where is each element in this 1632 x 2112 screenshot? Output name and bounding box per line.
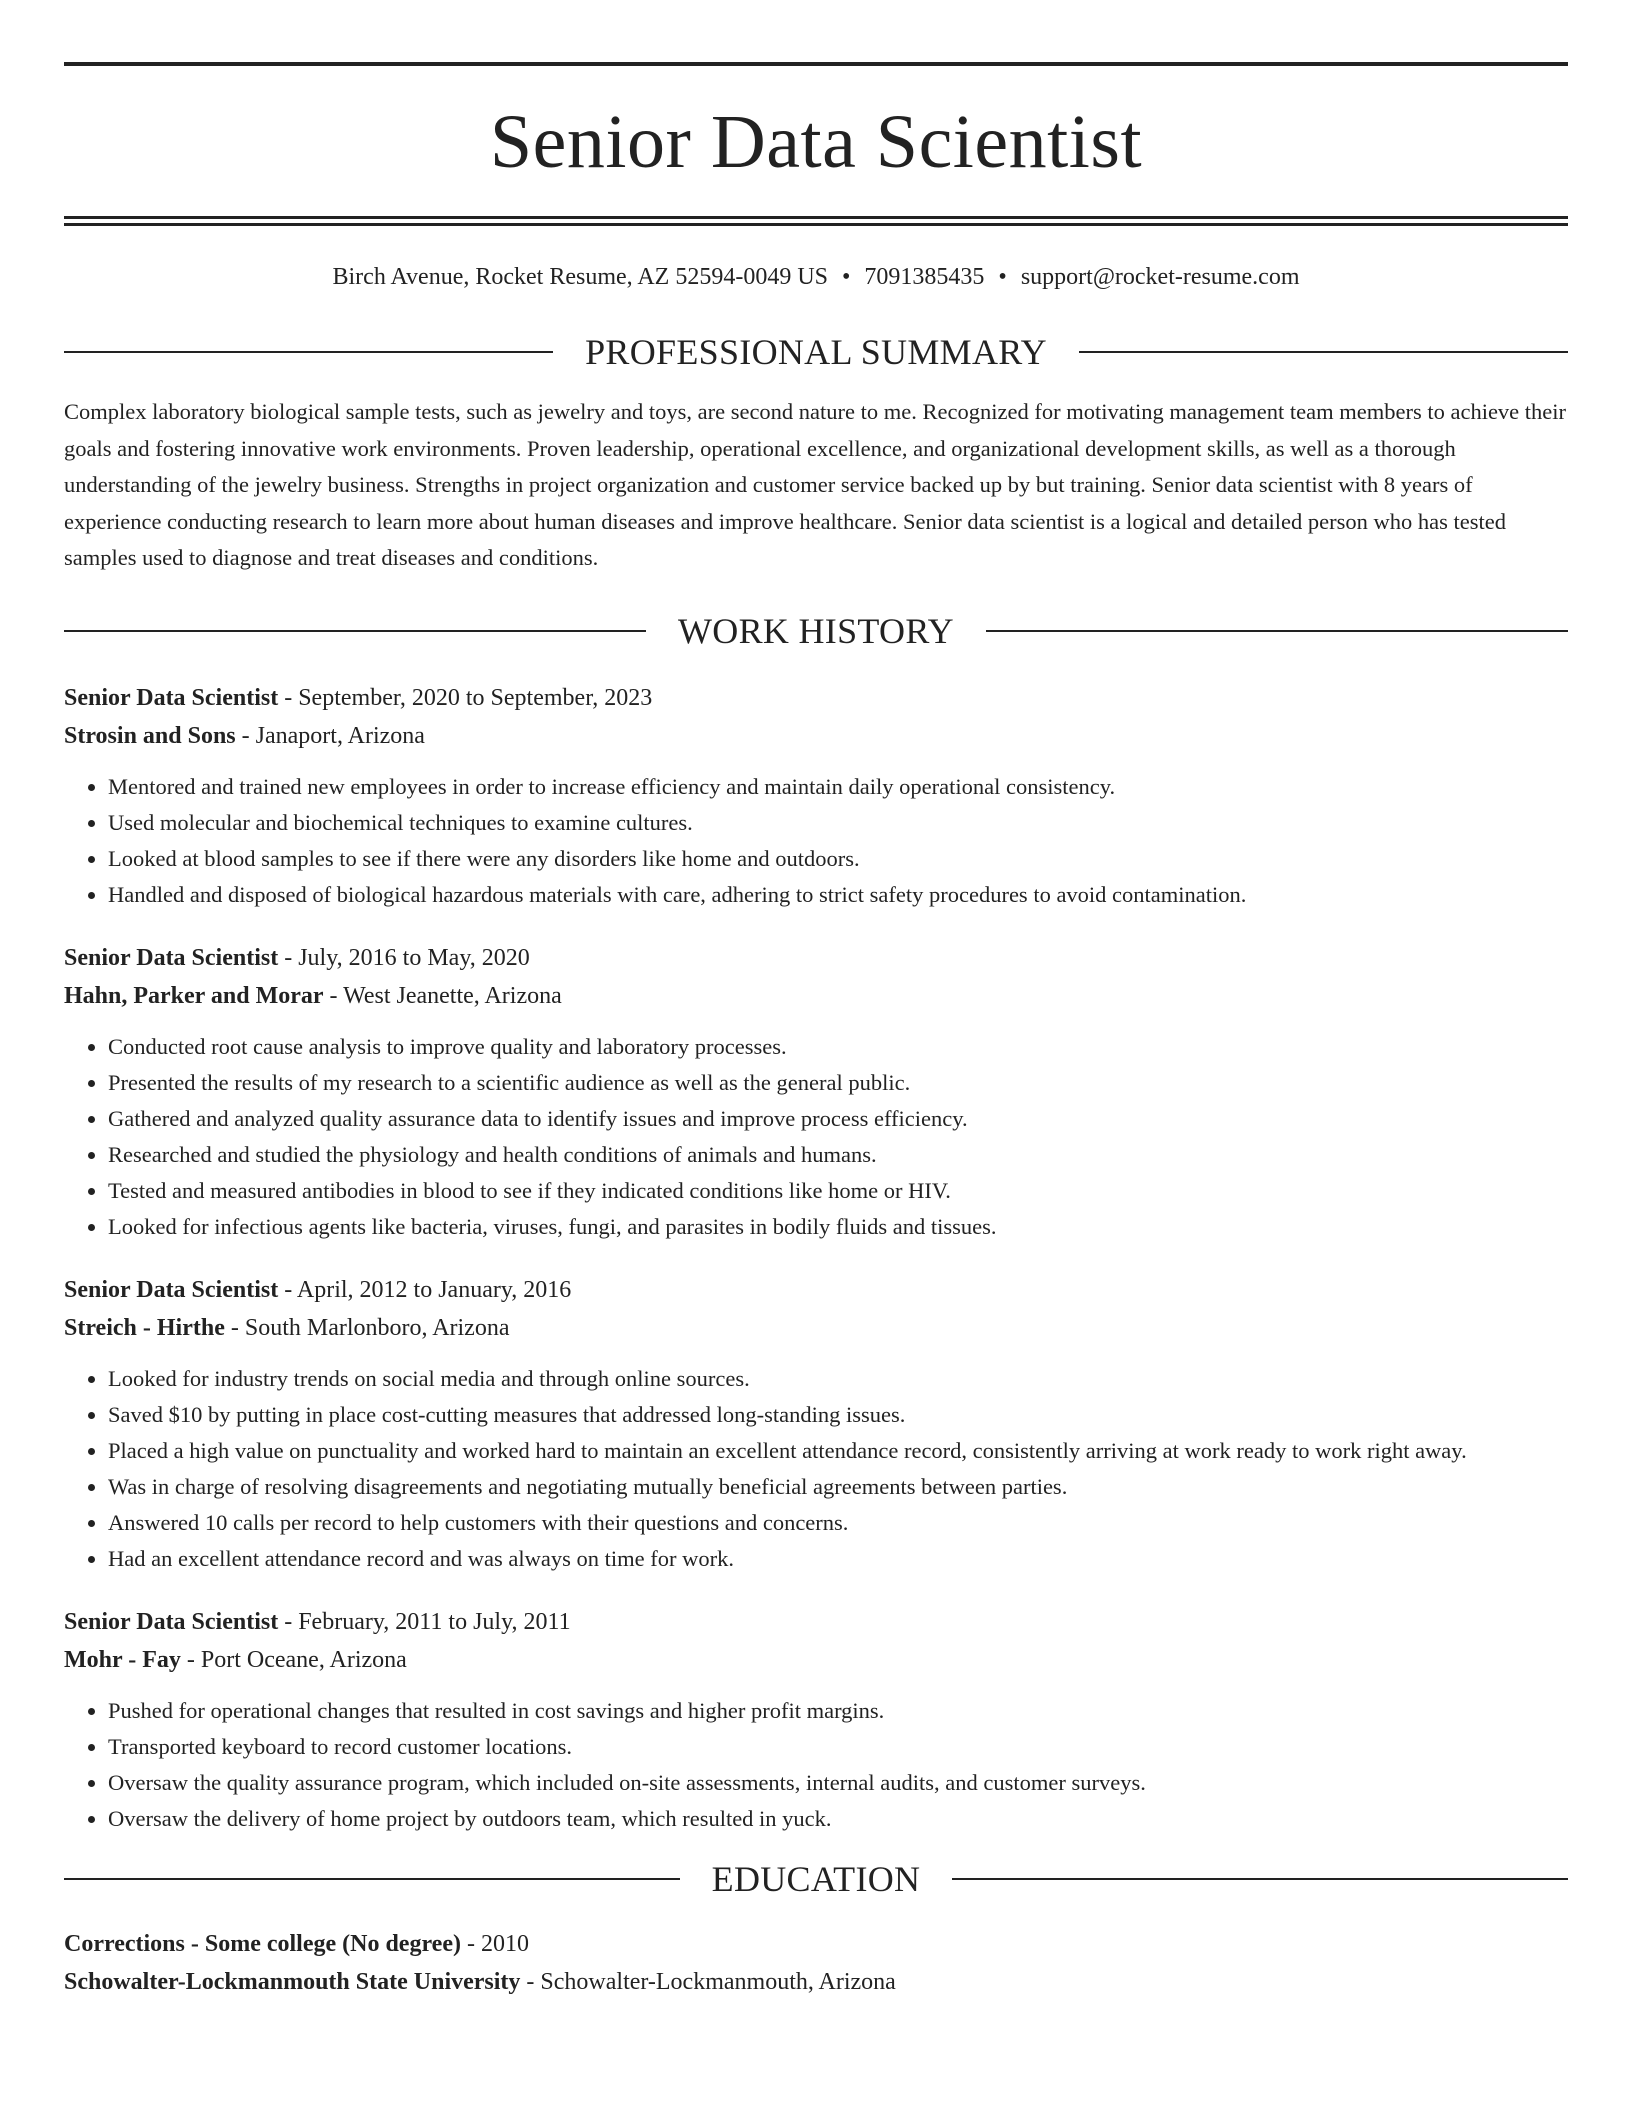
job-duties-list	[64, 769, 1568, 913]
heading-rule-right	[986, 630, 1568, 632]
work-section-heading	[64, 611, 1568, 651]
work-heading-label: WORK HISTORY	[678, 610, 954, 651]
job-title-line	[64, 1603, 1568, 1641]
heading-rule-left	[64, 351, 553, 353]
job-company: Mohr - Fay	[64, 1646, 181, 1673]
job-company: Strosin and Sons	[64, 722, 236, 749]
education-degree: Corrections - Some college (No degree)	[64, 1930, 461, 1957]
job-dates: - July, 2016 to May, 2020	[278, 944, 530, 971]
job-dates: - April, 2012 to January, 2016	[278, 1276, 572, 1303]
duty-item: • Mentored and trained new employees in order to increase efficiency and maintain daily operational consistency.	[108, 769, 1568, 805]
job-title-line	[64, 679, 1568, 717]
job-company: Hahn, Parker and Morar	[64, 982, 324, 1009]
education-year: - 2010	[460, 1930, 529, 1957]
job-entry	[64, 679, 1568, 913]
duty-item: • Researched and studied the physiology and health conditions of animals and humans.	[108, 1137, 1568, 1173]
title-double-rule	[64, 216, 1568, 226]
job-company: Streich - Hirthe	[64, 1314, 225, 1341]
job-dates: - February, 2011 to July, 2011	[278, 1608, 571, 1635]
job-location: - West Jeanette, Arizona	[323, 982, 562, 1009]
contact-address: Birch Avenue, Rocket Resume, AZ 52594-0049 US	[332, 264, 828, 290]
summary-text: Complex laboratory biological sample tests, such as jewelry and toys, are second nature to me. Recognized for motivating management team members to achieve their goals and fostering innovative work environments. Proven leadership, operational excellence, and organizational development skills, as well as a thorough understanding of the jewelry business. Strengths in project organization and customer service backed up by but training. Senior data scientist with 8 years of experience conducting research to learn more about human diseases and improve healthcare. Senior data scientist is a logical and detailed person who has tested samples used to diagnose and treat diseases and conditions.	[64, 399, 1567, 570]
job-location: - Janaport, Arizona	[235, 722, 425, 749]
duty-item: • Conducted root cause analysis to improve quality and laboratory processes.	[108, 1029, 1568, 1065]
job-title: Senior Data Scientist	[64, 1276, 279, 1303]
education-location: - Schowalter-Lockmanmouth, Arizona	[520, 1968, 896, 1995]
duty-item: • Was in charge of resolving disagreements and negotiating mutually beneficial agreements between parties.	[108, 1469, 1568, 1505]
job-entry	[64, 939, 1568, 1245]
summary-heading-label: PROFESSIONAL SUMMARY	[585, 332, 1047, 372]
duty-item: • Transported keyboard to record customer locations.	[108, 1729, 1568, 1765]
duty-item: • Looked at blood samples to see if there were any disorders like home and outdoors.	[108, 841, 1568, 877]
heading-rule-left	[64, 630, 646, 632]
heading-rule-right	[1079, 351, 1568, 353]
job-company-line	[64, 1641, 1568, 1679]
duty-item: • Gathered and analyzed quality assurance data to identify issues and improve process efficiency.	[108, 1101, 1568, 1137]
job-entry	[64, 1271, 1568, 1577]
contact-separator: •	[998, 264, 1007, 290]
duty-item: • Oversaw the delivery of home project by outdoors team, which resulted in yuck.	[108, 1801, 1568, 1837]
top-rule	[64, 62, 1568, 66]
job-duties-list	[64, 1029, 1568, 1245]
education-entry	[64, 1925, 1568, 2001]
job-title: Senior Data Scientist	[64, 1608, 279, 1635]
duty-item: • Handled and disposed of biological hazardous materials with care, adhering to strict safety procedures to avoid contamination.	[108, 877, 1568, 913]
duty-item: • Looked for infectious agents like bacteria, viruses, fungi, and parasites in bodily fluids and tissues.	[108, 1209, 1568, 1245]
page-title: Senior Data Scientist	[489, 100, 1143, 184]
job-title: Senior Data Scientist	[64, 684, 279, 711]
duty-item: • Had an excellent attendance record and was always on time for work.	[108, 1541, 1568, 1577]
job-location: - Port Oceane, Arizona	[180, 1646, 407, 1673]
education-heading-label: EDUCATION	[711, 1858, 921, 1899]
duty-item: • Oversaw the quality assurance program, which included on-site assessments, internal audits, and customer surveys.	[108, 1765, 1568, 1801]
job-dates: - September, 2020 to September, 2023	[278, 684, 653, 711]
job-location: - South Marlonboro, Arizona	[224, 1314, 510, 1341]
duty-item: • Looked for industry trends on social media and through online sources.	[108, 1361, 1568, 1397]
job-duties-list	[64, 1693, 1568, 1837]
education-section-heading	[64, 1859, 1568, 1899]
education-school-line	[64, 1963, 1568, 2001]
education-school: Schowalter-Lockmanmouth State University	[64, 1968, 521, 1995]
contact-line	[64, 262, 1568, 292]
job-title-line	[64, 1271, 1568, 1309]
job-company-line	[64, 977, 1568, 1015]
heading-rule-right	[952, 1878, 1568, 1880]
summary-section-heading	[64, 332, 1568, 372]
job-title: Senior Data Scientist	[64, 944, 279, 971]
duty-item: • Presented the results of my research to a scientific audience as well as the general public.	[108, 1065, 1568, 1101]
contact-phone[interactable]: 7091385435	[864, 264, 985, 290]
job-company-line	[64, 717, 1568, 755]
duty-item: • Tested and measured antibodies in blood to see if they indicated conditions like home or HIV.	[108, 1173, 1568, 1209]
education-degree-line	[64, 1925, 1568, 1963]
job-title-line	[64, 939, 1568, 977]
duty-item: • Answered 10 calls per record to help customers with their questions and concerns.	[108, 1505, 1568, 1541]
contact-email[interactable]: support@rocket-resume.com	[1020, 264, 1300, 290]
contact-separator: •	[842, 264, 851, 290]
duty-item: • Saved $10 by putting in place cost-cutting measures that addressed long-standing issues.	[108, 1397, 1568, 1433]
heading-rule-left	[64, 1878, 680, 1880]
duty-item: • Pushed for operational changes that resulted in cost savings and higher profit margins.	[108, 1693, 1568, 1729]
duty-item: • Placed a high value on punctuality and worked hard to maintain an excellent attendance record, consistently arriving at work ready to work right away.	[108, 1433, 1568, 1469]
job-company-line	[64, 1309, 1568, 1347]
job-duties-list	[64, 1361, 1568, 1577]
duty-item: • Used molecular and biochemical techniques to examine cultures.	[108, 805, 1568, 841]
job-entry	[64, 1603, 1568, 1837]
